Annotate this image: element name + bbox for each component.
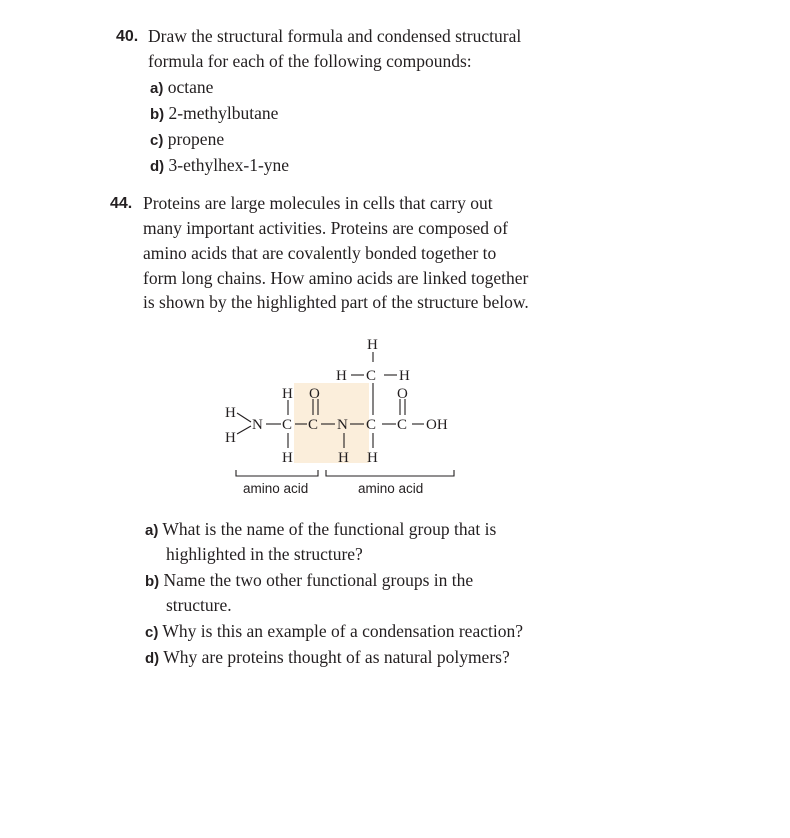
list-item: d) Why are proteins thought of as natural polymers?	[145, 647, 510, 667]
atom-h: H	[225, 430, 236, 446]
atom-o: O	[397, 386, 408, 402]
question-text-line: formula for each of the following compounds:	[148, 51, 472, 71]
atom-h: H	[367, 337, 378, 353]
atom-c: C	[366, 368, 377, 384]
atom-c: C	[397, 417, 408, 433]
atom-h: H	[399, 368, 410, 384]
atom-h: H	[336, 368, 347, 384]
question-number: 44.	[110, 195, 133, 212]
question-text-line: Draw the structural formula and condensed structural	[148, 26, 522, 46]
question-text-line: amino acids that are covalently bonded together to	[143, 243, 497, 263]
caption-amino-acid: amino acid	[243, 481, 309, 496]
atom-o: O	[309, 386, 320, 402]
atom-h: H	[282, 386, 293, 402]
caption-amino-acid: amino acid	[358, 481, 424, 496]
list-item: a) What is the name of the functional group that is	[145, 519, 497, 539]
question-number: 40.	[116, 28, 139, 45]
list-item: d) 3-ethylhex-1-yne	[150, 155, 290, 175]
list-item-continuation: structure.	[166, 595, 232, 615]
highlight-peptide-bond	[294, 383, 369, 463]
atom-n: N	[337, 417, 348, 433]
atom-h: H	[225, 405, 236, 421]
question-text-line: is shown by the highlighted part of the structure below.	[143, 292, 529, 312]
list-item: c) propene	[150, 129, 225, 149]
atom-h: H	[367, 450, 378, 466]
atom-n: N	[252, 417, 263, 433]
question-text-line: many important activities. Proteins are composed of	[143, 218, 508, 238]
atom-c: C	[366, 417, 377, 433]
list-item: a) octane	[150, 77, 214, 97]
question-text-line: Proteins are large molecules in cells that carry out	[143, 193, 493, 213]
atom-c: C	[308, 417, 319, 433]
list-item-continuation: highlighted in the structure?	[166, 544, 363, 564]
list-item: b) Name the two other functional groups in the	[145, 570, 474, 590]
atom-c: C	[282, 417, 293, 433]
atom-h: H	[282, 450, 293, 466]
question-text-line: form long chains. How amino acids are linked together	[143, 268, 529, 288]
list-item: b) 2-methylbutane	[150, 103, 279, 123]
atom-oh: OH	[426, 417, 448, 433]
atom-h: H	[338, 450, 349, 466]
list-item: c) Why is this an example of a condensation reaction?	[145, 621, 523, 641]
